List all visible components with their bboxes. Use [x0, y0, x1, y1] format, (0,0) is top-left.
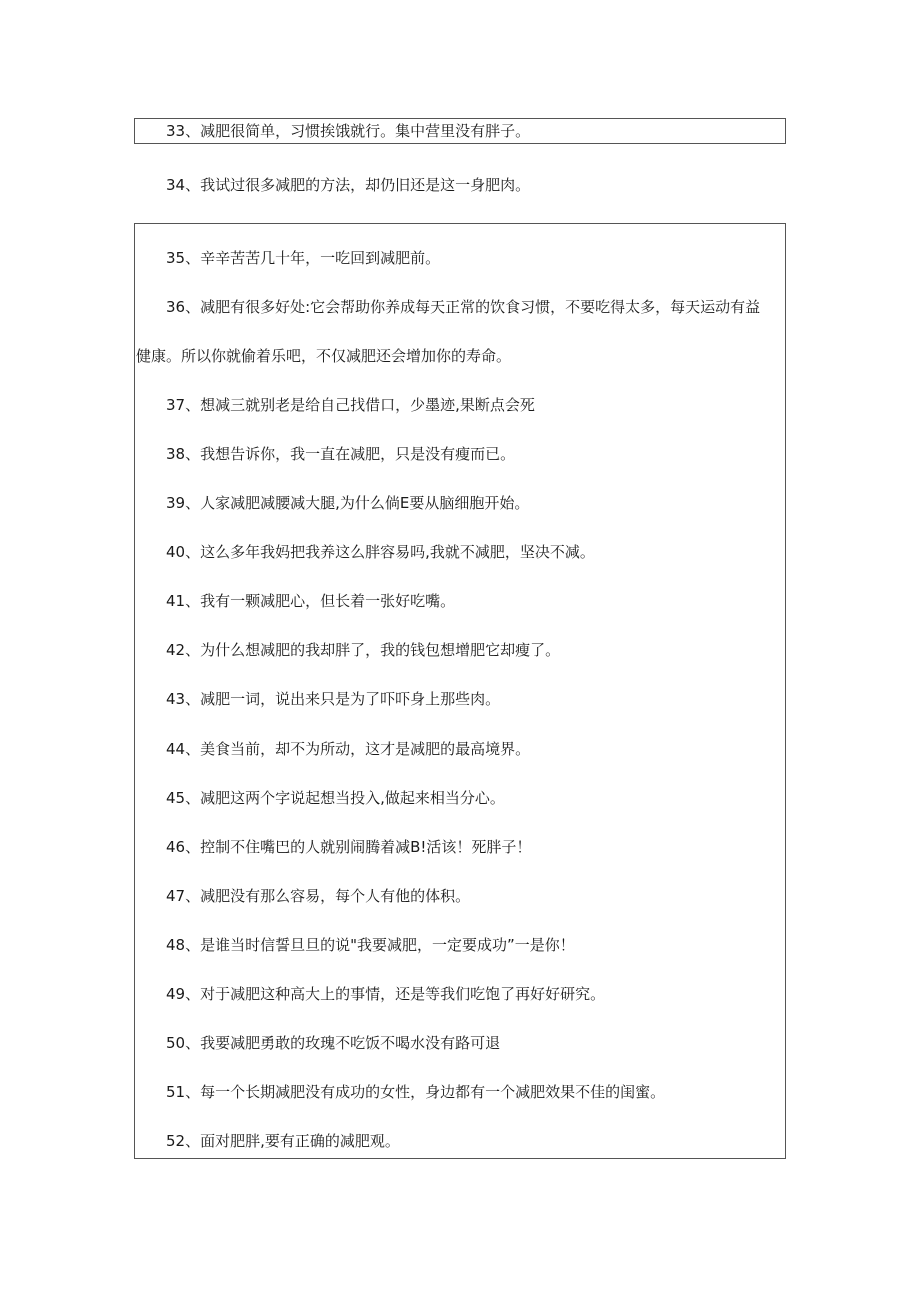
list-item-42: 42、为什么想减肥的我却胖了，我的钱包想增肥它却瘦了。 [166, 641, 561, 659]
list-item-47: 47、减肥没有那么容易，每个人有他的体积。 [166, 887, 471, 905]
list-item-36-continuation: 健康。所以你就偷着乐吧，不仅减肥还会增加你的寿命。 [136, 347, 512, 365]
list-item-36: 36、减肥有很多好处:它会帮助你养成每天正常的饮食习惯，不要吃得太多，每天运动有益 [166, 298, 761, 316]
list-item-45: 45、减肥这两个字说起想当投入,做起来相当分心。 [166, 789, 505, 807]
list-item-40: 40、这么多年我妈把我养这么胖容易吗,我就不减肥，坚决不减。 [166, 543, 595, 561]
list-item-52: 52、面对肥胖,要有正确的减肥观。 [166, 1132, 400, 1150]
list-item-48: 48、是谁当时信誓旦旦的说"我要减肥，一定要成功”一是你！ [166, 936, 575, 954]
list-item-44: 44、美食当前，却不为所动，这才是减肥的最高境界。 [166, 740, 531, 758]
list-item-37: 37、想减三就别老是给自己找借口，少墨迹,果断点会死 [166, 396, 535, 414]
list-item-50: 50、我要减肥勇敢的玫瑰不吃饭不喝水没有路可退 [166, 1034, 501, 1052]
list-item-33: 33、减肥很简单，习惯挨饿就行。集中营里没有胖子。 [166, 122, 531, 140]
list-item-46: 46、控制不住嘴巴的人就别闹腾着减B!活该！死胖子！ [166, 838, 532, 856]
list-item-43: 43、减肥一词，说出来只是为了吓吓身上那些肉。 [166, 690, 501, 708]
list-item-35: 35、辛辛苦苦几十年，一吃回到减肥前。 [166, 249, 441, 267]
list-item-38: 38、我想告诉你，我一直在减肥，只是没有瘦而已。 [166, 445, 516, 463]
list-item-39: 39、人家减肥减腰减大腿,为什么倘E要从脑细胞开始。 [166, 494, 530, 512]
list-item-51: 51、每一个长期减肥没有成功的女性，身边都有一个减肥效果不佳的闺蜜。 [166, 1083, 666, 1101]
list-item-49: 49、对于减肥这种高大上的事情，还是等我们吃饱了再好好研究。 [166, 985, 606, 1003]
list-item-34: 34、我试过很多减肥的方法，却仍旧还是这一身肥肉。 [166, 176, 531, 194]
list-item-41: 41、我有一颗减肥心，但长着一张好吃嘴。 [166, 592, 456, 610]
